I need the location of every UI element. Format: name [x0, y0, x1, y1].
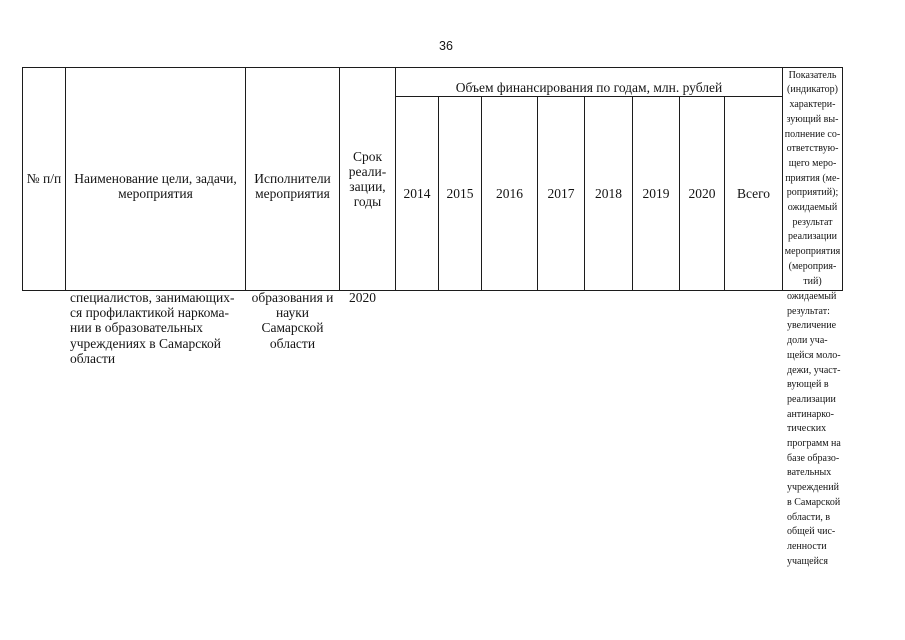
row-name-text: специалистов, занимающих- ся профилактикой наркома- нии в образовательных учреждениях в Самарской области [70, 290, 235, 366]
header-total-label: Всего [736, 185, 771, 201]
header-number-label: № п/п [26, 171, 62, 187]
header-cell-year [679, 96, 725, 291]
row-term-text: 2020 [349, 290, 376, 305]
header-cell-executors [245, 67, 340, 291]
header-year-label: 2018 [595, 185, 622, 201]
header-cell-year [395, 96, 439, 291]
header-name-label: Наименование цели, задачи, мероприятия [74, 170, 237, 201]
header-cell-funding [395, 67, 783, 97]
header-year-label: 2020 [688, 185, 716, 201]
header-executors-label: Исполнители мероприятия [254, 170, 331, 201]
page-number: 36 [439, 39, 453, 53]
header-term-label: Срок реали- зации, годы [348, 148, 387, 210]
header-cell-year [537, 96, 585, 291]
header-year-label: 2016 [496, 185, 523, 201]
header-year-label: 2017 [547, 185, 575, 201]
row-indicator-text: ожидаемый результат: увеличение доли уча- щейся моло- дежи, участ- вующей в реализации антинарко- тических программ на базе образо- вательных учреждений в Самарской области, в общей чис- ленности учащейся [787, 291, 841, 567]
row-executors-text: образования и науки Самарской области [251, 290, 334, 351]
header-cell-term [339, 67, 396, 291]
header-year-label: 2014 [403, 185, 431, 201]
header-year-label: 2019 [642, 185, 670, 201]
header-cell-name [65, 67, 246, 291]
header-indicator-label: Показатель (индикатор) характери- зующий вы- полнение со- ответствую- щего меро- приятия (ме- роприятий); ожидаемый результат реализации мероприятия (мероприя- тий) [784, 69, 841, 287]
header-cell-year [438, 96, 482, 291]
header-year-label: 2015 [446, 185, 474, 201]
header-cell-indicator [782, 67, 843, 291]
header-funding-label: Объем финансирования по годам, млн. рублей [455, 79, 723, 95]
header-cell-year [632, 96, 680, 291]
header-cell-year [481, 96, 538, 291]
header-cell-year [584, 96, 633, 291]
header-cell-total [724, 96, 783, 291]
header-cell-number [22, 67, 66, 291]
